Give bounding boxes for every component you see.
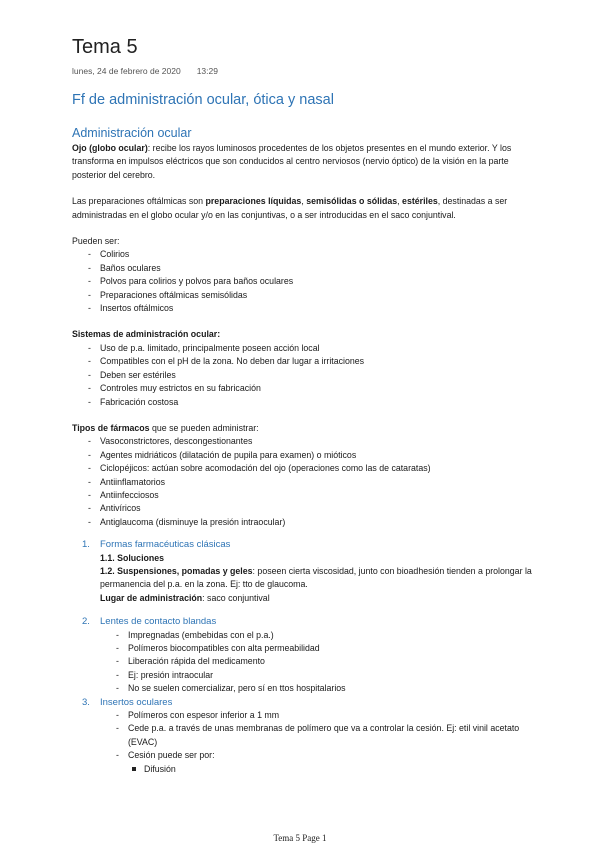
page-title: Tema 5 <box>72 36 138 58</box>
tipos-label-rest: que se pueden administrar: <box>149 422 259 433</box>
main-heading: Ff de administración ocular, ótica y nasal <box>72 92 334 108</box>
soluciones-line <box>100 552 532 565</box>
prep-text-c: , <box>301 196 307 207</box>
page-footer: Tema 5 Page 1 <box>273 833 327 843</box>
pueden-label: Pueden ser: <box>72 236 120 247</box>
preparaciones-paragraph <box>72 195 532 222</box>
list-item: - Impregnadas (embebidas con el p.a.) <box>116 629 532 642</box>
list-item: - Antiinfecciosos <box>88 489 532 502</box>
list-item: - Colirios <box>88 248 532 261</box>
suspensiones-line <box>100 565 532 592</box>
list-item: - Fabricación costosa <box>88 396 532 409</box>
prep-text-a: Las preparaciones oftálmicas son <box>72 196 206 207</box>
suspensiones-text: : poseen cierta viscosidad, junto con bioadhesión tienden a prolongar la permanencia del p.a. en la zona. Ej: tto de glaucoma. <box>100 565 532 590</box>
list-item: - Polímeros biocompatibles con alta permeabilidad <box>116 642 532 655</box>
list-item: - Polímeros con espesor inferior a 1 mm <box>116 709 532 722</box>
sistemas-list <box>72 342 532 409</box>
list-item: - Polvos para colirios y polvos para baños oculares <box>88 275 532 288</box>
tipos-label <box>72 422 532 435</box>
sistemas-label-text: Sistemas de administración ocular: <box>72 329 221 340</box>
list-item: - Agentes midriáticos (dilatación de pupila para examen) o mióticos <box>88 449 532 462</box>
section-number: 1. <box>82 539 90 551</box>
pueden-list <box>72 248 532 315</box>
page-time: 13:29 <box>196 66 218 76</box>
page-meta <box>72 66 218 76</box>
section-title: Insertos oculares <box>100 696 173 708</box>
ojo-text: : recibe los rayos luminosos procedentes de los objetos presentes en el mundo exterior. Y los transforma en impulsos eléctricos que son conducidos al centro nerviosos (nervio óptico) de la visión en la parte posterior del cerebro. <box>72 143 512 180</box>
page-date: lunes, 24 de febrero de 2020 <box>72 66 181 76</box>
list-item: - Ej: presión intraocular <box>116 669 532 682</box>
section-number: 3. <box>82 696 90 708</box>
list-item: - Antivíricos <box>88 502 532 515</box>
suspensiones-bold: 1.2. Suspensiones, pomadas y geles <box>100 565 253 576</box>
section-formas <box>72 538 532 605</box>
ojo-term: Ojo (globo ocular) <box>72 143 148 153</box>
list-item: - Controles muy estrictos en su fabricación <box>88 382 532 395</box>
lentes-list <box>100 629 532 696</box>
list-item: - Baños oculares <box>88 262 532 275</box>
section-title: Formas farmacéuticas clásicas <box>100 539 231 551</box>
section-heading: Administración ocular <box>72 126 192 140</box>
soluciones-text: 1.1. Soluciones <box>100 552 165 563</box>
section-insertos <box>72 696 532 776</box>
prep-bold-semisolidas: semisólidas o sólidas <box>306 196 398 207</box>
section-title: Lentes de contacto blandas <box>100 616 217 628</box>
sistemas-label <box>72 328 532 341</box>
lugar-text: : saco conjuntival <box>202 592 270 603</box>
page-content <box>72 142 532 776</box>
list-item: - Deben ser estériles <box>88 369 532 382</box>
list-item: - Vasoconstrictores, descongestionantes <box>88 435 532 448</box>
prep-bold-liquidas: preparaciones líquidas <box>205 196 302 207</box>
list-item: - Liberación rápida del medicamento <box>116 655 532 668</box>
cesion-sublist <box>100 763 532 776</box>
list-item: - Antiinflamatorios <box>88 476 532 489</box>
list-item: - Uso de p.a. limitado, principalmente poseen acción local <box>88 342 532 355</box>
list-item: - Ciclopéjicos: actúan sobre acomodación del ojo (operaciones como las de cataratas) <box>88 462 532 475</box>
ojo-paragraph <box>72 142 532 182</box>
list-item: - Cede p.a. a través de unas membranas de polímero que va a controlar la cesión. Ej: etil vinil acetato (EVAC) <box>116 722 532 749</box>
list-item: - No se suelen comercializar, pero sí en ttos hospitalarios <box>116 682 532 695</box>
insertos-list <box>100 709 532 763</box>
prep-text-g: , destinadas a ser administradas en el globo ocular y/o en las conjuntivas, o a ser introducidas en el saco conjuntival. <box>72 196 508 220</box>
list-item: - Preparaciones oftálmicas semisólidas <box>88 289 532 302</box>
numbered-sections <box>72 538 532 776</box>
tipos-label-bold: Tipos de fármacos <box>72 422 150 433</box>
section-number: 2. <box>82 616 90 628</box>
tipos-list <box>72 435 532 529</box>
list-item: Difusión <box>132 763 532 776</box>
section-lentes <box>72 615 532 695</box>
prep-bold-esteriles: estériles <box>402 196 438 207</box>
lugar-bold: Lugar de administración <box>100 592 203 603</box>
list-item: - Insertos oftálmicos <box>88 302 532 315</box>
list-item: - Cesión puede ser por: <box>116 749 532 762</box>
lugar-line <box>100 592 532 605</box>
list-item: - Antiglaucoma (disminuye la presión intraocular) <box>88 516 532 529</box>
prep-text-e: , <box>397 196 403 207</box>
list-item: - Compatibles con el pH de la zona. No deben dar lugar a irritaciones <box>88 355 532 368</box>
